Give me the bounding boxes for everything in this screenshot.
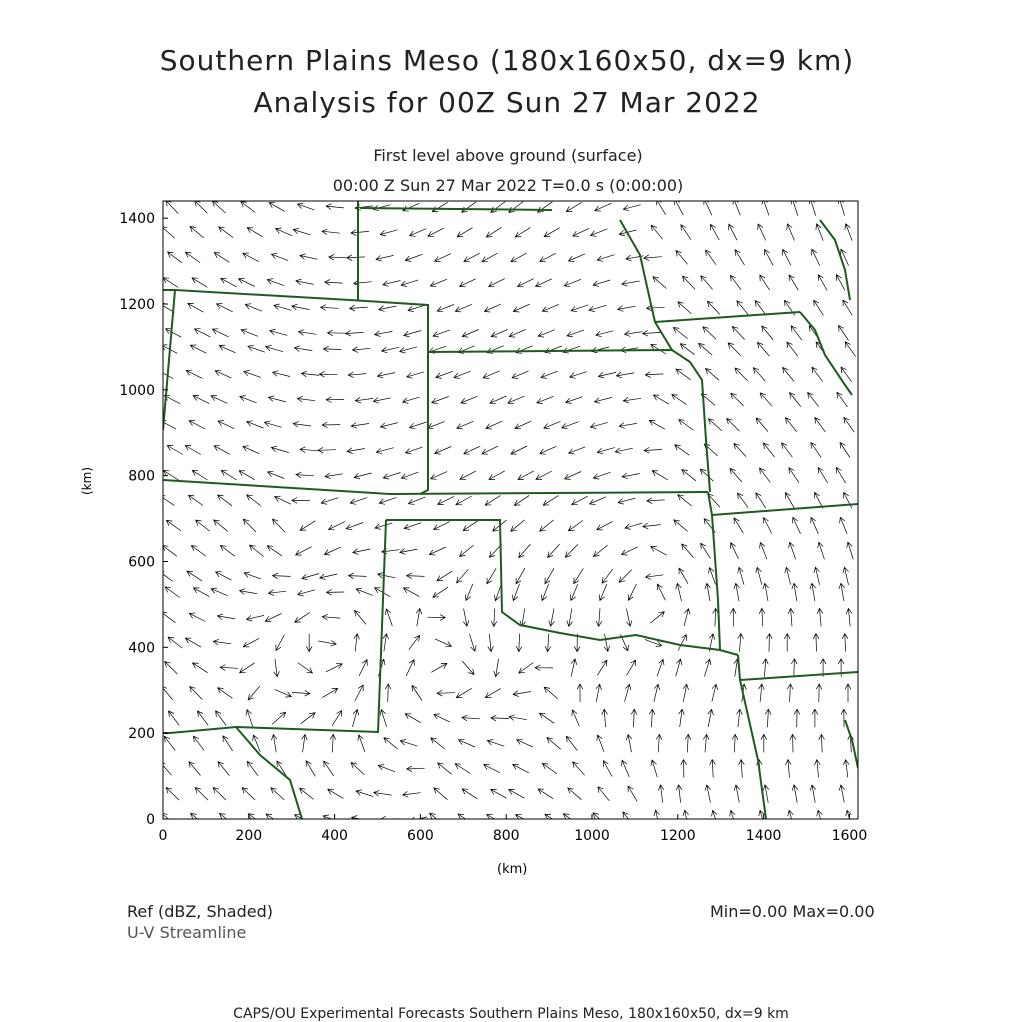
state-border-line	[655, 312, 800, 322]
analysis-time-title: Analysis for 00Z Sun 27 Mar 2022	[253, 86, 761, 119]
min-max-readout: Min=0.00 Max=0.00	[710, 902, 875, 921]
state-border-line	[163, 290, 175, 430]
y-tick-label: 200	[128, 726, 155, 743]
legend-vector-field: U-V Streamline	[127, 923, 247, 942]
state-border-line	[163, 727, 302, 819]
x-tick-label: 1600	[831, 828, 868, 844]
state-border-line	[360, 208, 552, 210]
state-border-line	[386, 520, 738, 655]
x-tick-label: 1000	[574, 828, 610, 844]
x-tick-label: 1200	[659, 828, 696, 844]
state-border-line	[620, 220, 672, 350]
plot-frame	[163, 201, 858, 819]
y-axis-ticks	[119, 211, 168, 828]
state-border-line	[163, 480, 708, 494]
x-axis-label: (km)	[497, 862, 528, 877]
state-borders	[163, 201, 858, 819]
y-tick-label: 400	[128, 640, 155, 657]
state-border-line	[712, 504, 858, 515]
wind-vector-field	[157, 198, 855, 827]
y-tick-label: 800	[128, 468, 155, 485]
x-tick-label: 200	[235, 828, 263, 844]
state-border-line	[175, 290, 428, 490]
y-axis-label: (km)	[80, 466, 94, 495]
x-tick-label: 0	[158, 828, 168, 844]
state-border-line	[740, 672, 858, 680]
y-tick-label: 1000	[119, 382, 155, 399]
state-border-line	[800, 312, 852, 395]
wind-arrows	[157, 198, 855, 827]
y-tick-label: 600	[128, 554, 155, 571]
y-tick-label: 1200	[119, 297, 155, 313]
state-border-line	[845, 720, 858, 768]
time-subtitle: 00:00 Z Sun 27 Mar 2022 T=0.0 s (0:00:00)	[332, 176, 684, 195]
y-tick-label: 1400	[119, 211, 155, 228]
chart-title: Southern Plains Meso (180x160x50, dx=9 km)	[159, 44, 855, 77]
y-tick-label: 0	[146, 812, 155, 828]
legend-shaded-field: Ref (dBZ, Shaded)	[127, 902, 273, 921]
footer-credit: CAPS/OU Experimental Forecasts Southern Plains Meso, 180x160x50, dx=9 km	[233, 1006, 789, 1022]
state-border-line	[236, 520, 386, 732]
state-border-line	[820, 220, 850, 300]
x-tick-label: 800	[492, 828, 520, 844]
level-subtitle: First level above ground (surface)	[373, 146, 643, 165]
x-tick-label: 1400	[745, 828, 782, 844]
x-tick-label: 400	[321, 828, 348, 844]
x-tick-label: 600	[407, 828, 434, 844]
